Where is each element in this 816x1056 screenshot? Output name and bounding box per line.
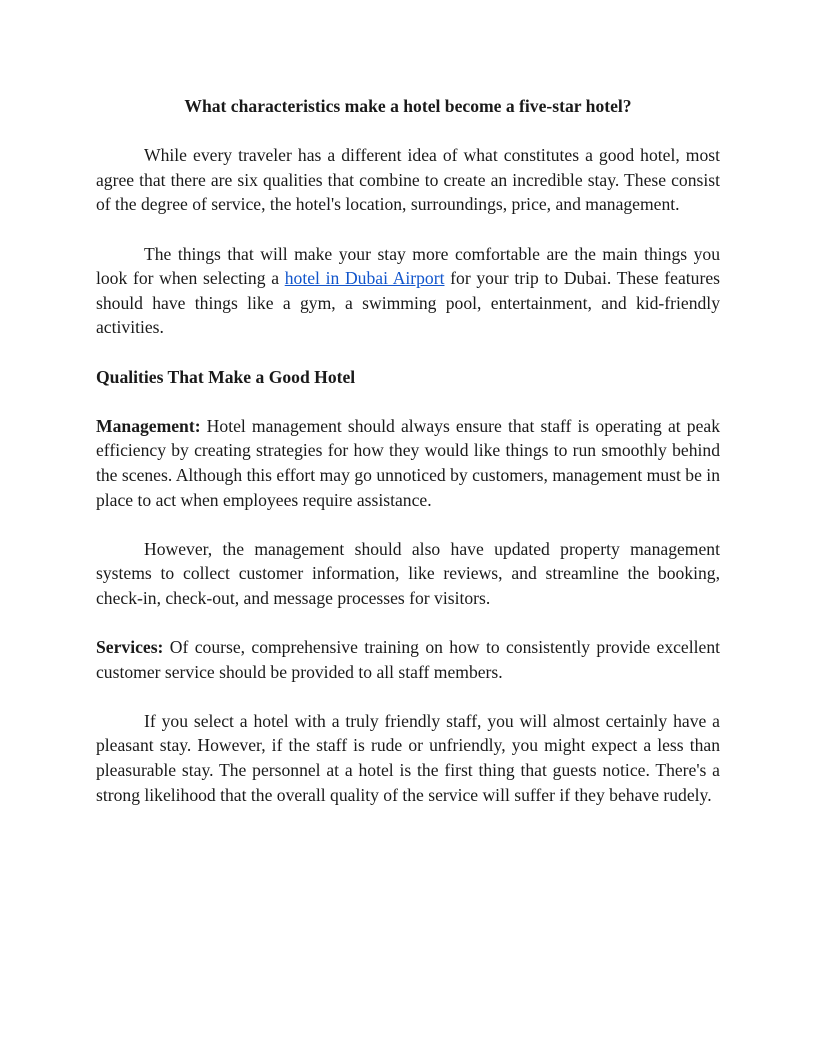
features-paragraph-text-before: The things that will make your stay more comfortable are the main things you look for when selecting a bbox=[96, 243, 720, 289]
services-label: Services: bbox=[96, 637, 164, 658]
services-text: Of course, comprehensive training on how to consistently provide excellent customer service should be provided to all staff members. bbox=[96, 637, 720, 682]
services-paragraph bbox=[96, 635, 720, 684]
intro-paragraph: While every traveler has a different idea of what constitutes a good hotel, most agree that there are six qualities that combine to create an incredible stay. These consist of the degree of service, the hotel's location, surroundings, price, and management. bbox=[96, 145, 720, 215]
features-paragraph bbox=[96, 242, 720, 340]
document-title: What characteristics make a hotel become a five-star hotel? bbox=[184, 96, 632, 116]
management-followup-paragraph: However, the management should also have updated property management systems to collect customer information, like reviews, and streamline the booking, check-in, check-out, and message processes for visitors. bbox=[96, 538, 720, 608]
section-heading: Qualities That Make a Good Hotel bbox=[96, 366, 356, 387]
management-paragraph bbox=[96, 414, 720, 512]
features-paragraph-text-after: for your trip to Dubai. These features should have things like a gym, a swimming pool, entertainment, and kid-friendly activities. bbox=[96, 268, 720, 338]
management-label: Management: bbox=[96, 415, 201, 436]
services-followup-paragraph: If you select a hotel with a truly friendly staff, you will almost certainly have a pleasant stay. However, if the staff is rude or unfriendly, you might expect a less than pleasurable stay. The personnel at a hotel is the first thing that guests notice. There's a strong likelihood that the overall quality of the service will suffer if they behave rudely. bbox=[96, 710, 720, 805]
management-text: Hotel management should always ensure that staff is operating at peak efficiency by creating strategies for how they would like things to run smoothly behind the scenes. Although this effort may go unnoticed by customers, management must be in place to act when employees require assistance. bbox=[96, 415, 720, 510]
hotel-dubai-airport-link[interactable]: hotel in Dubai Airport bbox=[284, 268, 445, 289]
document-page bbox=[96, 94, 720, 832]
